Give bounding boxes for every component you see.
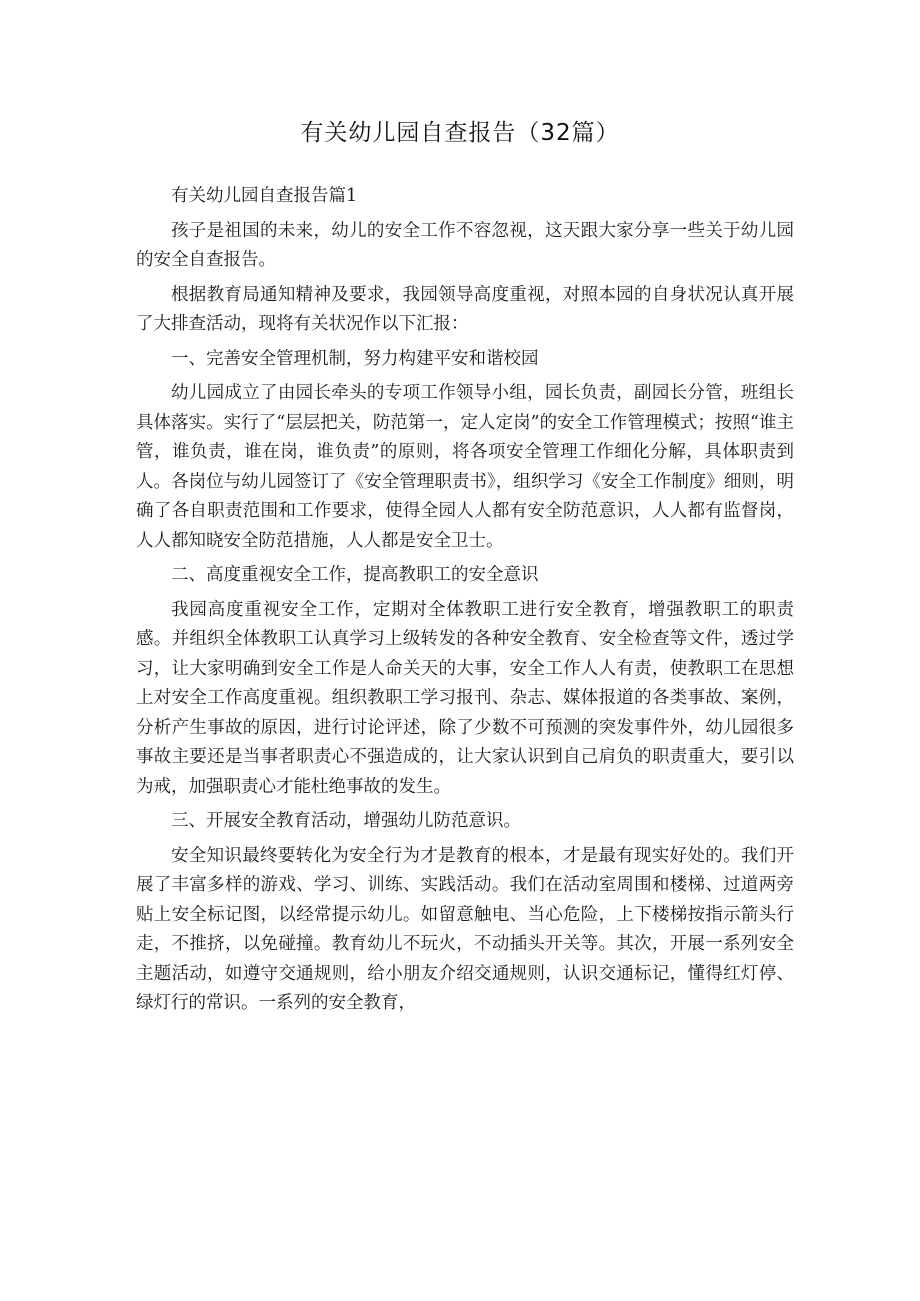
paragraph: 根据教育局通知精神及要求，我园领导高度重视，对照本园的自身状况认真开展了大排查活动，现将有关状况作以下汇报： — [136, 284, 794, 334]
paragraph: 孩子是祖国的未来，幼儿的安全工作不容忽视，这天跟大家分享一些关于幼儿园的安全自查报告。 — [136, 220, 794, 270]
section-heading: 三、开展安全教育活动，增强幼儿防范意识。 — [171, 811, 521, 831]
paragraph: 我园高度重视安全工作，定期对全体教职工进行安全教育，增强教职工的职责感。并组织全体教职工认真学习上级转发的各种安全教育、安全检查等文件，透过学习，让大家明确到安全工作是人命关天的大事，安全工作人人有责，使教职工在思想上对安全工作高度重视。组织教职工学习报刊、杂志、媒体报道的各类事故、案例，分析产生事故的原因，进行讨论评述，除了少数不可预测的突发事件外，幼儿园很多事故主要还是当事者职责心不强造成的，让大家认识到自己肩负的职责重大，要引以为戒，加强职责心才能杜绝事故的发生。 — [136, 599, 794, 797]
section-title: 有关幼儿园自查报告篇1 — [171, 186, 358, 206]
document-body — [136, 182, 794, 1024]
document-title: 有关幼儿园自查报告（32篇） — [300, 120, 620, 146]
paragraph: 安全知识最终要转化为安全行为才是教育的根本，才是最有现实好处的。我们开展了丰富多样的游戏、学习、训练、实践活动。我们在活动室周围和楼梯、过道两旁贴上安全标记图，以经常提示幼儿。如留意触电、当心危险，上下楼梯按指示箭头行走，不推挤，以免碰撞。教育幼儿不玩火，不动插头开关等。其次，开展一系列安全主题活动，如遵守交通规则，给小朋友介绍交通规则，认识交通标记，懂得红灯停、绿灯行的常识。一系列的安全教育， — [136, 845, 794, 1013]
paragraph: 幼儿园成立了由园长牵头的专项工作领导小组，园长负责，副园长分管，班组长具体落实。实行了“层层把关，防范第一，定人定岗”的安全工作管理模式；按照“谁主管，谁负责，谁在岗，谁负责”的原则，将各项安全管理工作细化分解，具体职责到人。各岗位与幼儿园签订了《安全管理职责书》，组织学习《安全工作制度》细则，明确了各自职责范围和工作要求，使得全园人人都有安全防范意识，人人都有监督岗，人人都知晓安全防范措施，人人都是安全卫士。 — [136, 383, 794, 551]
section-heading: 一、完善安全管理机制，努力构建平安和谐校园 — [171, 348, 539, 369]
section-heading: 二、高度重视安全工作，提高教职工的安全意识 — [171, 565, 539, 585]
